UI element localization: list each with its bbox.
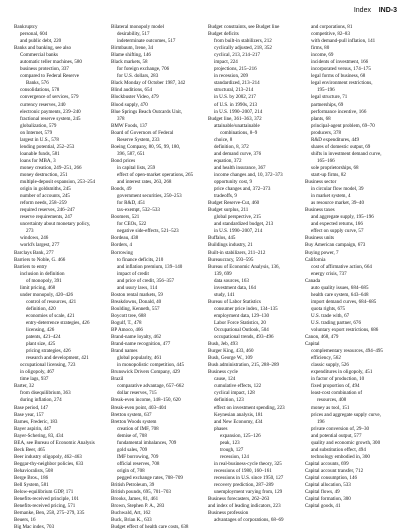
index-subentry: in oligopoly, 467 — [20, 369, 55, 376]
index-subentry: under monopoly, 420–426 — [20, 291, 74, 298]
index-subentry: origin in goldsmiths, 245 — [20, 186, 71, 193]
index-entry: Boulding, Kenneth, 557 — [111, 305, 160, 312]
index-entry: Capital — [305, 341, 320, 348]
index-subentry: in market system, 4 — [311, 193, 351, 200]
index-entry: Board of Governors of Federal — [111, 129, 174, 136]
index-subentry: impact, 224 — [214, 59, 238, 66]
index-entry: Brand-name loyalty, 462 — [111, 334, 161, 341]
index-entry: Buy American campaign, 673 — [305, 242, 366, 249]
index-entry: Budget line, 361–363, 372 — [208, 115, 262, 122]
index-entry: Black Monday of October 1987, 342 — [111, 80, 186, 87]
index-subentry: standardized, 213–214 — [214, 80, 260, 87]
index-subentry: lending potential, 252–253 — [20, 143, 75, 150]
index-subentry: effect on supply curve, 57 — [311, 228, 364, 235]
index-entry: Business cycle — [208, 369, 238, 376]
index-subentry: creation of IMF, 708 — [117, 425, 159, 432]
index-subentry: competitive, 82–83 — [311, 31, 350, 38]
index-subentry: cause, 124 — [214, 376, 236, 383]
index-subentry: largest in U.S., 578 — [20, 136, 59, 143]
index-subentry: economies of scale, 421 — [26, 312, 75, 319]
index-subentry: consumer price index, 134–135 — [214, 305, 278, 312]
index-subentry: and substitution effect, 494 — [311, 446, 366, 453]
index-subentry: least-cost combination of — [311, 390, 363, 397]
index-subentry: and public debt, 220 — [20, 38, 62, 45]
index-subentry: recession, 124 — [220, 453, 249, 460]
page-header — [354, 6, 397, 14]
index-subentry: on Internet, 579 — [20, 129, 53, 136]
index-subentry: in recession, 209 — [214, 73, 249, 80]
index-subentry: structural, 213–214 — [214, 87, 254, 94]
index-subentry: from disequilibrium, 363 — [20, 390, 71, 397]
index-subentry: and demand curve, 376 — [214, 150, 262, 157]
index-entry: Break-even income, 148–150, 620 — [111, 397, 181, 404]
index-subentry: entry-deterrence strategies, 426 — [26, 319, 90, 326]
index-subentry: and inflation premium, 139–140 — [117, 263, 183, 270]
index-entry: Barnes, Frederic, 183 — [14, 418, 58, 425]
index-subentry: government securities, 250–253 — [117, 193, 182, 200]
index-subentry: personal, 604 — [20, 31, 48, 38]
index-subentry: plant size, 425 — [26, 341, 56, 348]
index-entry: Canada — [305, 277, 321, 284]
index-entry: Capital account transfer, 712 — [305, 467, 364, 474]
index-subentry: effect on investment spending, 223 — [214, 404, 285, 411]
index-subentry: expansion, 125–126 — [220, 432, 261, 439]
index-entry: Buying power, 7 — [305, 249, 339, 256]
index-subentry: complementary resources, 494–495 — [311, 348, 383, 355]
index-subentry: and New Economy, 434 — [214, 418, 263, 425]
index-entry: Base year, 157 — [14, 411, 44, 418]
index-subentry: combinations, 8–9 — [220, 129, 258, 136]
index-subentry: projections, 215–216 — [214, 66, 257, 73]
index-entry: Budget surplus, 211 — [208, 207, 249, 214]
index-subentry: money as tool, 151 — [311, 404, 350, 411]
index-subentry: 139, 699 — [214, 270, 232, 277]
index-subentry: income, 69 — [311, 52, 334, 59]
index-entry: Barriers to Noble, G. 466 — [14, 256, 66, 263]
index-entry: Capital formation, 300 — [305, 496, 351, 503]
index-entry: Budget effect of health care costs, 638 — [111, 524, 189, 531]
index-subentry: IMF borrowing, 709 — [117, 453, 159, 460]
index-entry: Capital consumption, 146 — [305, 475, 358, 481]
index-column-3 — [208, 24, 302, 524]
index-entry: Buck, Brian K., 633 — [111, 517, 152, 524]
index-subentry: in real-business-cycle theory, 325 — [214, 460, 282, 467]
index-subentry: 195–196 — [317, 87, 335, 94]
index-entry: Berge Bros., 186 — [14, 475, 49, 481]
index-subentry: in U.S. 1990–2007, 214 — [214, 108, 263, 115]
index-entry: British pounds, 695, 701–703 — [111, 489, 171, 496]
index-subentry: Keynesian analysis, 181 — [214, 411, 263, 418]
index-subentry: reserve requirements, 247 — [20, 214, 73, 221]
index-subentry: patents, 421–424 — [26, 334, 61, 341]
index-subentry: and expected returns, 166 — [311, 221, 363, 228]
index-subentry: and interest rates, 263, 268 — [117, 179, 172, 186]
index-subentry: peak, 123 — [220, 439, 240, 446]
index-subentry: legal forms of business, 68 — [311, 73, 366, 80]
index-subentry: official reserves, 708 — [117, 460, 160, 467]
index-subentry: effect of open-market operations, 265 — [117, 171, 194, 178]
index-entry: Bordeau, 438 — [111, 235, 139, 242]
index-subentry: origin of, 708 — [117, 467, 145, 474]
index-subentry: in circular flow model, 39 — [311, 186, 364, 193]
index-entry: Break-even point, 403–404 — [111, 404, 167, 411]
index-entry: British Petroleum, 39 — [111, 482, 155, 489]
index-entry: Buffalos, 445 — [208, 235, 236, 242]
index-subentry: 196 — [317, 418, 325, 425]
index-entry: Borders, 4 — [111, 242, 133, 249]
index-subentry: Reserve System, 233 — [117, 136, 160, 143]
index-entry: Behavioralists, 508 — [14, 467, 53, 474]
index-subentry: shifts in investment demand curve, — [311, 150, 382, 157]
index-subentry: indeterminate outcomes, 517 — [117, 38, 176, 45]
index-subentry: phases — [214, 425, 228, 432]
index-subentry: reform needs, 258–259 — [20, 200, 67, 207]
index-subentry: for R&D, 451 — [117, 200, 146, 207]
index-subentry: producers, 378 — [311, 129, 341, 136]
index-column-1 — [14, 24, 108, 531]
index-subentry: price changes and, 372–373 — [214, 186, 271, 193]
index-subentry: incorporated versus, 174–175 — [311, 66, 371, 73]
index-column-2 — [111, 24, 205, 531]
index-subentry: employment data, 129–130 — [214, 312, 270, 319]
index-subentry: world's largest, 277 — [20, 242, 60, 249]
index-subentry: business protection, 337 — [20, 66, 69, 73]
index-subentry: gold sales, 709 — [117, 446, 148, 453]
index-entry: Bureau of Economic Analysis, 136, — [208, 263, 280, 270]
index-entry: Business taxes — [305, 207, 335, 214]
index-entry: Capital allocation, 533 — [305, 482, 351, 489]
index-subentry: R&D expenditures, 449 — [311, 136, 360, 143]
index-subentry: firms, 80 — [311, 45, 330, 52]
index-entry: and index of leading indicators, 223 — [208, 503, 281, 510]
index-entry: Bilateral monopoly model — [111, 24, 164, 30]
index-subentry: negative side-effects, 521–523 — [117, 228, 179, 235]
index-subentry: loanable funds, 581 — [20, 150, 60, 157]
index-entry: BEA, see Bureau of Economic Analysis — [14, 439, 95, 446]
index-subentry: 273 — [26, 228, 34, 235]
index-entry: Capital goods, 41 — [305, 503, 341, 510]
index-entry: Bell System, 581 — [14, 482, 49, 489]
index-entry: Boomers, 521 — [111, 214, 140, 221]
index-subentry: start-up firms, 82 — [311, 171, 346, 178]
index-subentry: convergence of services, 579 — [20, 94, 79, 101]
index-entry: Breakdowns, Donald, 40 — [111, 298, 162, 305]
index-entry: Buildings industry, 21 — [208, 242, 253, 249]
index-subentry: in U.S. by 2002, 217 — [214, 94, 256, 101]
index-entry: Boston rental markets, 59 — [111, 291, 163, 298]
index-subentry: money destruction, 251 — [20, 171, 68, 178]
index-subentry: number of accounts, 245 — [20, 193, 70, 200]
index-entry: Benefits-received pricing, 571 — [14, 503, 76, 510]
index-entry: Brown, Stephen P. A., 283 — [111, 503, 165, 510]
index-subentry: prices and aggregate supply curve, — [311, 411, 381, 418]
index-subentry: compared to Federal Reserve — [20, 73, 79, 80]
index-subentry: legal structure, 71 — [311, 94, 348, 101]
index-entry: Bush, Jeb, 493 — [208, 341, 238, 348]
index-entry: Boeing Company, 80, 95, 99, 180, — [111, 143, 181, 150]
index-entry: Bayer-Schering, 83, 434 — [14, 432, 64, 439]
page-number: IND-3 — [378, 7, 397, 14]
index-subentry: in factor of production, 10 — [311, 376, 365, 383]
index-subentry: globalization, 579 — [20, 122, 57, 129]
index-subentry: quality and economic growth, 300 — [311, 439, 381, 446]
index-entry: Business sector — [305, 179, 337, 186]
index-columns — [14, 24, 397, 531]
index-subentry: recessions of 1980, 160–161 — [214, 467, 272, 474]
index-subentry: currency reserves, 240 — [20, 101, 66, 108]
index-entry: Black markets, 58 — [111, 59, 148, 66]
index-subentry: tradeoffs, 9 — [214, 193, 237, 200]
index-subentry: electronic payments, 239–240 — [20, 108, 81, 115]
index-subentry: and price of credit, 356–357 — [117, 277, 175, 284]
index-entry: Capital flows, 49 — [305, 489, 340, 496]
index-entry: Budget deficits — [208, 31, 239, 38]
index-subentry: 165–166 — [317, 157, 335, 164]
index-subentry: unemployment varying from, 129 — [214, 489, 283, 496]
index-subentry: definition, 123 — [214, 397, 244, 404]
index-entry: Beggar-thy-neighbor policies, 633 — [14, 460, 84, 467]
index-subentry: research and development, 421 — [26, 355, 89, 362]
index-subentry: tax-exempt, 532–533 — [117, 207, 160, 214]
index-subentry: of monopoly, 391 — [26, 277, 62, 284]
index-subentry: choice, 8 — [214, 136, 233, 143]
index-entry: Canon, 468, 479 — [305, 334, 339, 341]
index-subentry: Commercial banks — [20, 52, 58, 59]
index-entry: Budget Reserve-Cut, 460 — [208, 200, 260, 207]
index-subentry: money creation, 249–251, 266 — [20, 164, 82, 171]
index-subentry: incidents of investment, 166 — [311, 59, 369, 66]
index-entry: California — [305, 256, 326, 263]
index-subentry: opportunity cost, 9 — [214, 179, 252, 186]
index-label: Index — [353, 7, 371, 14]
index-subentry: classic supply, 526 — [311, 362, 349, 369]
index-subentry: and usury laws, 114 — [117, 284, 158, 291]
index-entry: Banks and banking, see also — [14, 45, 72, 52]
index-entry: Business forecasters, 262–263 — [208, 496, 270, 503]
index-entry: Beer industry oligopoly, 462–463 — [14, 453, 82, 460]
index-entry: Birmbaum, Irene, 34 — [111, 45, 154, 52]
index-subentry: from built-in stabilizers, 212 — [214, 38, 272, 45]
index-subentry: pricing strategies, 426 — [26, 348, 71, 355]
index-subentry: energy crisis, 737 — [311, 270, 347, 277]
index-entry: Below-equilibrium GDP, 171 — [14, 489, 74, 496]
index-subentry: recessions in U.S. since 1950, 127 — [214, 475, 284, 481]
index-entry: Bond prices — [111, 157, 136, 164]
index-subentry: equation, 372 — [214, 157, 242, 164]
index-entry: Bush, George W., 109 — [208, 355, 253, 362]
index-entry: Bretton system, 637 — [111, 411, 152, 418]
index-subentry: for CEOs, 522 — [117, 221, 147, 228]
index-subentry: of U.S. in 1990s, 213 — [214, 101, 258, 108]
index-entry: Bureau of Labor Statistics — [208, 298, 261, 305]
index-subentry: sole proprietorships, 68 — [311, 164, 359, 171]
index-subentry: licensing, 426 — [26, 327, 55, 334]
index-entry: Base period, 147 — [14, 404, 49, 411]
index-entry: Bureaucracy, 593–595 — [208, 256, 254, 263]
index-subentry: dollar reserves, 715 — [117, 390, 157, 397]
index-entry: Brunswick Drivers Company, 429 — [111, 369, 180, 376]
index-entry: Blood supply, 470 — [111, 101, 148, 108]
index-entry: Barter, 32 — [14, 383, 34, 390]
index-entry: Brand names — [111, 348, 138, 355]
index-subentry: fractional reserve system, 245 — [20, 115, 81, 122]
index-subentry: desirability, 517 — [117, 31, 150, 38]
index-subentry: time lags, 937 — [20, 376, 49, 383]
index-subentry: plants, 68 — [311, 115, 331, 122]
index-subentry: voluntary export restrictions, 686 — [311, 327, 379, 334]
index-subentry: 378 — [117, 115, 125, 122]
index-subentry: occupational licensing, 723 — [20, 362, 76, 369]
index-entry: Blue Springs Beach Outcards Unit, — [111, 108, 183, 115]
index-subentry: recovery prediction, 287–289 — [214, 482, 274, 489]
index-entry: Bernanke, Ben, 258, 275–279, 335 — [14, 510, 85, 517]
index-entry: BMW Foods, 137 — [111, 122, 148, 129]
index-subentry: Banks, 576 — [26, 80, 49, 87]
index-subentry: occupational trends, 493–496 — [214, 334, 274, 341]
index-subentry: shares of domestic output, 69 — [311, 143, 371, 150]
index-subentry: U.S. trading partner, 676 — [311, 319, 361, 326]
index-entry: Bayer aspirin, 447 — [14, 425, 52, 432]
index-entry: Brazil — [111, 376, 124, 383]
index-subentry: in monopolistic competition, 445 — [117, 362, 185, 369]
index-subentry: windows, 246 — [20, 235, 49, 242]
index-subentry: resources, 408 — [317, 397, 347, 404]
index-entry: Beuers, 16 — [14, 517, 36, 524]
index-subentry: U.S. trade with, 67 — [311, 312, 350, 319]
index-subentry: required reserves, 246–247 — [20, 207, 75, 214]
index-subentry: with demand-pull inflation, 141 — [311, 38, 376, 45]
index-subentry: multiple-deposit expansion, 253–254 — [20, 179, 95, 186]
index-subentry: loans for MBA, 3 — [20, 157, 56, 164]
index-entry: Borrowing — [111, 249, 133, 256]
index-subentry: and corporations, 81 — [311, 24, 353, 30]
index-subentry: during inflation, 274 — [20, 397, 62, 404]
index-subentry: fixed proportion of, 494 — [311, 383, 360, 390]
index-subentry: fundamental imbalances, 709 — [117, 439, 177, 446]
index-subentry: quota rights, 675 — [311, 305, 346, 312]
index-subentry: technology embodied in, 300 — [311, 453, 370, 460]
index-entry: Bush administration, 215, 288–289 — [208, 362, 280, 369]
index-subentry: cyclically adjusted, 218, 352 — [214, 45, 272, 52]
index-subentry: and health insurance, 367 — [214, 164, 266, 171]
index-subentry: expenditures in oligopoly, 451 — [311, 369, 373, 376]
index-subentry: and aggregate supply, 195–196 — [311, 214, 374, 221]
index-subentry: principal-agent problem, 69–70 — [311, 122, 375, 129]
index-entry: Business units — [305, 235, 335, 242]
index-subentry: pegged exchange rates, 708–709 — [117, 475, 183, 481]
index-subentry: Occupational Outlook, 504 — [214, 327, 269, 334]
index-subentry: demise of, 708 — [117, 432, 147, 439]
index-entry: Blockbuster Video, 479 — [111, 94, 159, 101]
index-entry: Big Mac index, 703 — [14, 524, 55, 531]
index-subentry: legal environment restrictions, — [311, 80, 373, 87]
index-entry: Blind auditions, 654 — [111, 87, 153, 94]
index-subentry: 396, 587, 651 — [117, 150, 145, 157]
index-entry: Budget constraints, see Budget line — [208, 24, 280, 30]
index-subentry: study, 141 — [214, 291, 235, 298]
index-subentry: investment data, 164 — [214, 284, 256, 291]
index-subentry: and standardized budget, 213 — [214, 221, 274, 228]
index-subentry: import demand curves, 684–685 — [311, 298, 377, 305]
index-entry: Burger King, 433, 460 — [208, 348, 254, 355]
index-entry: Benefits-received principle, 101 — [14, 496, 79, 503]
index-entry: Boycott tree, 688 — [111, 312, 146, 319]
index-subentry: attainable/unattainable — [214, 122, 260, 129]
index-entry: Built-in stabilizers, 211–212 — [208, 249, 266, 256]
index-subentry: limit pricing, 468 — [20, 284, 56, 291]
index-subentry: cost of affirmative action, 664 — [311, 263, 372, 270]
index-subentry: data sources, 163 — [214, 277, 249, 284]
index-entry: Beck Beer, 465 — [14, 446, 46, 453]
index-entry: Barclays Bank, 277 — [14, 249, 54, 256]
index-subentry: cyclical impact, 128 — [214, 390, 255, 397]
index-subentry: automatic teller machines, 580 — [20, 59, 82, 66]
index-subentry: global popularity, 461 — [117, 355, 162, 362]
index-column-4 — [305, 24, 399, 510]
index-entry: Brand-name recognition, 477 — [111, 341, 171, 348]
index-entry: Bretton Woods system — [111, 418, 157, 425]
index-subentry: in U.S. 1990–2007, 214 — [214, 228, 263, 235]
index-subentry: uncertainty about monetary policy, — [20, 221, 91, 228]
index-entry: Business profession — [208, 510, 249, 517]
index-subentry: efficiency, 562 — [311, 355, 341, 362]
index-entry: Buchwald, Art, 162 — [111, 510, 151, 517]
index-entry: Bonds, 49 — [111, 186, 132, 193]
index-subentry: cyclical, 213, 214–217 — [214, 52, 260, 59]
index-subentry: to finance deficits, 210 — [117, 256, 164, 263]
index-entry: Barriers to entry — [14, 263, 48, 270]
index-subentry: performance incentive, 166 — [311, 108, 367, 115]
index-subentry: control of resources, 421 — [26, 298, 77, 305]
index-entry: Brooks, James, 81, 461 — [111, 496, 159, 503]
index-entry: Bogulf, T., 478 — [111, 319, 142, 326]
index-entry: BP Amoco, 466 — [111, 327, 143, 334]
index-subentry: impact of credit — [117, 270, 149, 277]
index-subentry: definition, 8, 372 — [214, 143, 249, 150]
index-subentry: income changes and, 10, 372–373 — [214, 171, 283, 178]
index-subentry: as resource market, 39–40 — [311, 200, 364, 207]
index-subentry: trough, 127 — [220, 446, 244, 453]
index-subentry: for U.S. dollars, 283 — [117, 73, 159, 80]
index-subentry: inclusion in definition — [20, 270, 65, 277]
index-subentry: partnerships, 69 — [311, 101, 344, 108]
index-subentry: consolidations, 578 — [20, 87, 60, 94]
index-subentry: in capital lists, 259 — [117, 164, 156, 171]
index-subentry: for foreign exchange, 706 — [117, 66, 170, 73]
index-entry: Blame shifting, 146 — [111, 52, 151, 59]
index-subentry: cumulative effects, 122 — [214, 383, 262, 390]
index-entry: Bankruptcy — [14, 24, 38, 30]
index-subentry: global perspective, 215 — [214, 214, 261, 221]
index-subentry: health care system, 643–648 — [311, 291, 369, 298]
index-subentry: auto quality issues, 684–685 — [311, 284, 369, 291]
index-subentry: comparative advantage, 657–662 — [117, 383, 184, 390]
index-subentry: Labor Force Statistics, 20 — [214, 319, 266, 326]
index-entry: Capital accounts, 699 — [305, 460, 349, 467]
index-subentry: definition, 420 — [26, 305, 56, 312]
index-subentry: private conversion of, 29–30 — [311, 425, 370, 432]
index-subentry: and potential output, 577 — [311, 432, 362, 439]
index-subentry: advantages of corporations, 68–69 — [214, 517, 284, 524]
